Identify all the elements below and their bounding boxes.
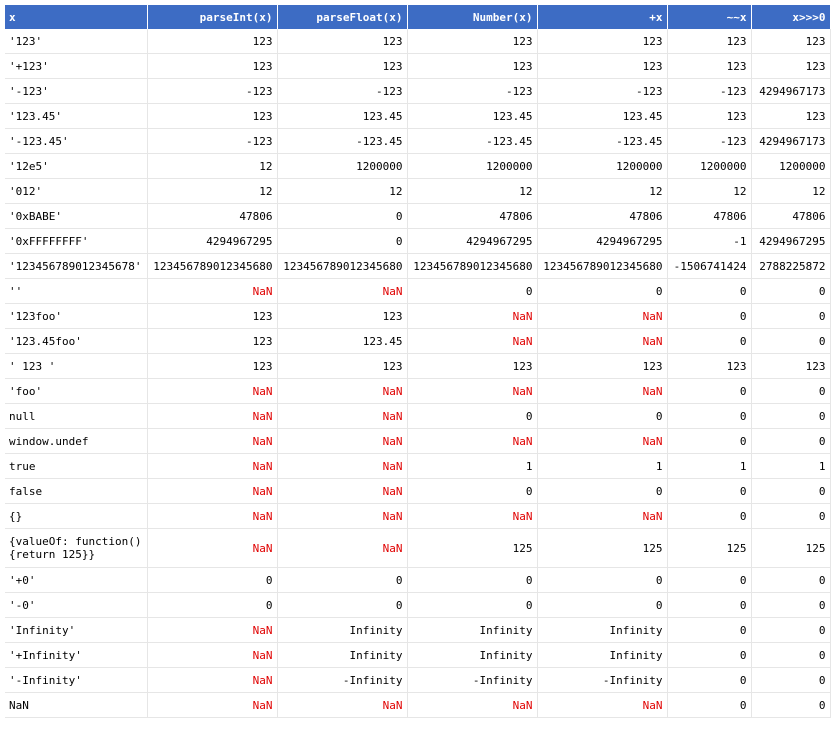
result-cell: 0 — [667, 693, 751, 718]
result-cell: -1506741424 — [667, 254, 751, 279]
result-cell: 0 — [667, 668, 751, 693]
result-cell: 12 — [147, 179, 277, 204]
result-cell: 0 — [751, 279, 830, 304]
result-cell: 123 — [407, 354, 537, 379]
table-row — [5, 154, 830, 179]
result-cell: 0 — [667, 429, 751, 454]
header-parsefloat: parseFloat(x) — [277, 5, 407, 29]
result-cell: NaN — [537, 304, 667, 329]
table-row — [5, 204, 830, 229]
input-cell: '012' — [5, 179, 147, 204]
result-cell: NaN — [277, 279, 407, 304]
result-cell: NaN — [407, 304, 537, 329]
result-cell: -123 — [147, 129, 277, 154]
result-cell: 125 — [751, 529, 830, 568]
input-cell: '12e5' — [5, 154, 147, 179]
result-cell: 123 — [277, 304, 407, 329]
result-cell: NaN — [147, 429, 277, 454]
result-cell: 0 — [277, 593, 407, 618]
table-row — [5, 504, 830, 529]
result-cell: 0 — [407, 404, 537, 429]
header-x: x — [5, 5, 147, 29]
result-cell: 4294967295 — [147, 229, 277, 254]
result-cell: 123 — [147, 54, 277, 79]
table-row — [5, 29, 830, 54]
result-cell: -Infinity — [537, 668, 667, 693]
result-cell: NaN — [537, 693, 667, 718]
result-cell: NaN — [277, 404, 407, 429]
result-cell: 0 — [667, 568, 751, 593]
result-cell: 123456789012345680 — [407, 254, 537, 279]
result-cell: NaN — [147, 454, 277, 479]
result-cell: 47806 — [667, 204, 751, 229]
result-cell: Infinity — [407, 618, 537, 643]
result-cell: 0 — [667, 618, 751, 643]
result-cell: NaN — [147, 618, 277, 643]
input-cell: '-123.45' — [5, 129, 147, 154]
result-cell: 0 — [277, 204, 407, 229]
result-cell: 0 — [667, 329, 751, 354]
table-row — [5, 668, 830, 693]
header-parseint: parseInt(x) — [147, 5, 277, 29]
result-cell: 123 — [277, 354, 407, 379]
result-cell: 1200000 — [751, 154, 830, 179]
result-cell: 0 — [667, 279, 751, 304]
result-cell: 123 — [147, 304, 277, 329]
result-cell: -123 — [147, 79, 277, 104]
result-cell: 12 — [407, 179, 537, 204]
result-cell: NaN — [147, 529, 277, 568]
table-header — [5, 5, 830, 29]
result-cell: 123 — [407, 54, 537, 79]
result-cell: 1 — [407, 454, 537, 479]
result-cell: -Infinity — [407, 668, 537, 693]
header-row — [5, 5, 830, 29]
table-row — [5, 279, 830, 304]
result-cell: 4294967173 — [751, 79, 830, 104]
input-cell: '-0' — [5, 593, 147, 618]
result-cell: Infinity — [407, 643, 537, 668]
result-cell: 0 — [537, 479, 667, 504]
result-cell: 123 — [147, 29, 277, 54]
result-cell: 123 — [751, 54, 830, 79]
result-cell: -123.45 — [407, 129, 537, 154]
result-cell: 1200000 — [407, 154, 537, 179]
table-row — [5, 354, 830, 379]
result-cell: NaN — [277, 529, 407, 568]
header-unary-plus: +x — [537, 5, 667, 29]
result-cell: 1200000 — [537, 154, 667, 179]
result-cell: 123.45 — [277, 104, 407, 129]
result-cell: 0 — [667, 304, 751, 329]
result-cell: 123 — [751, 104, 830, 129]
result-cell: 1 — [537, 454, 667, 479]
result-cell: -Infinity — [277, 668, 407, 693]
input-cell: null — [5, 404, 147, 429]
result-cell: 0 — [667, 404, 751, 429]
result-cell: NaN — [147, 668, 277, 693]
result-cell: NaN — [407, 429, 537, 454]
result-cell: 12 — [667, 179, 751, 204]
result-cell: 0 — [667, 504, 751, 529]
result-cell: 0 — [751, 329, 830, 354]
table-row — [5, 79, 830, 104]
result-cell: 123 — [751, 354, 830, 379]
result-cell: -123 — [667, 79, 751, 104]
result-cell: 123.45 — [407, 104, 537, 129]
table-row — [5, 304, 830, 329]
input-cell: '+123' — [5, 54, 147, 79]
table-body — [5, 29, 830, 718]
input-cell: '+Infinity' — [5, 643, 147, 668]
result-cell: 0 — [667, 479, 751, 504]
result-cell: 1 — [751, 454, 830, 479]
header-unsigned-shift: x>>>0 — [751, 5, 830, 29]
input-cell: false — [5, 479, 147, 504]
result-cell: 47806 — [407, 204, 537, 229]
result-cell: 123456789012345680 — [277, 254, 407, 279]
result-cell: 2788225872 — [751, 254, 830, 279]
result-cell: 0 — [751, 693, 830, 718]
result-cell: 0 — [147, 568, 277, 593]
result-cell: 0 — [751, 429, 830, 454]
result-cell: 4294967295 — [751, 229, 830, 254]
input-cell: true — [5, 454, 147, 479]
result-cell: 123 — [277, 29, 407, 54]
result-cell: 0 — [407, 479, 537, 504]
result-cell: 0 — [751, 379, 830, 404]
result-cell: -1 — [667, 229, 751, 254]
header-number: Number(x) — [407, 5, 537, 29]
result-cell: 0 — [537, 568, 667, 593]
result-cell: 0 — [667, 379, 751, 404]
result-cell: 0 — [277, 229, 407, 254]
input-cell: '123foo' — [5, 304, 147, 329]
result-cell: 125 — [537, 529, 667, 568]
header-double-tilde: ~~x — [667, 5, 751, 29]
result-cell: 12 — [751, 179, 830, 204]
result-cell: 0 — [751, 504, 830, 529]
result-cell: 0 — [751, 593, 830, 618]
result-cell: NaN — [147, 479, 277, 504]
result-cell: 0 — [751, 668, 830, 693]
result-cell: NaN — [147, 379, 277, 404]
table-row — [5, 129, 830, 154]
table-row — [5, 593, 830, 618]
input-cell: '123' — [5, 29, 147, 54]
result-cell: NaN — [147, 504, 277, 529]
input-cell: '+0' — [5, 568, 147, 593]
table-row — [5, 643, 830, 668]
input-cell: window.undef — [5, 429, 147, 454]
result-cell: NaN — [407, 329, 537, 354]
result-cell: 47806 — [537, 204, 667, 229]
result-cell: 123 — [147, 329, 277, 354]
result-cell: 123 — [147, 104, 277, 129]
input-cell: {valueOf: function(){return 125}} — [5, 529, 147, 568]
result-cell: 0 — [667, 643, 751, 668]
table-row — [5, 529, 830, 568]
result-cell: 0 — [751, 404, 830, 429]
result-cell: -123 — [537, 79, 667, 104]
result-cell: 0 — [537, 404, 667, 429]
input-cell: '-Infinity' — [5, 668, 147, 693]
result-cell: 4294967173 — [751, 129, 830, 154]
result-cell: 123456789012345680 — [147, 254, 277, 279]
result-cell: 0 — [277, 568, 407, 593]
result-cell: 4294967295 — [407, 229, 537, 254]
result-cell: 0 — [537, 279, 667, 304]
table-row — [5, 54, 830, 79]
result-cell: NaN — [537, 504, 667, 529]
result-cell: Infinity — [537, 618, 667, 643]
result-cell: Infinity — [537, 643, 667, 668]
result-cell: 0 — [751, 479, 830, 504]
result-cell: NaN — [407, 693, 537, 718]
result-cell: NaN — [147, 693, 277, 718]
result-cell: 0 — [407, 279, 537, 304]
input-cell: 'foo' — [5, 379, 147, 404]
result-cell: 123 — [407, 29, 537, 54]
table-row — [5, 254, 830, 279]
result-cell: NaN — [407, 379, 537, 404]
result-cell: 12 — [147, 154, 277, 179]
result-cell: NaN — [277, 693, 407, 718]
result-cell: 4294967295 — [537, 229, 667, 254]
table-row — [5, 618, 830, 643]
result-cell: -123.45 — [277, 129, 407, 154]
result-cell: Infinity — [277, 643, 407, 668]
result-cell: NaN — [277, 504, 407, 529]
result-cell: 47806 — [147, 204, 277, 229]
table-row — [5, 379, 830, 404]
result-cell: 123 — [537, 354, 667, 379]
result-cell: 125 — [407, 529, 537, 568]
input-cell: '123456789012345678' — [5, 254, 147, 279]
result-cell: 123.45 — [537, 104, 667, 129]
result-cell: 123 — [667, 29, 751, 54]
input-cell: '-123' — [5, 79, 147, 104]
result-cell: NaN — [147, 404, 277, 429]
result-cell: NaN — [277, 429, 407, 454]
table-row — [5, 429, 830, 454]
table-row — [5, 568, 830, 593]
input-cell: ' 123 ' — [5, 354, 147, 379]
result-cell: NaN — [407, 504, 537, 529]
table-row — [5, 179, 830, 204]
result-cell: 123 — [667, 104, 751, 129]
result-cell: 0 — [147, 593, 277, 618]
table-row — [5, 329, 830, 354]
table-row — [5, 404, 830, 429]
result-cell: 123 — [667, 354, 751, 379]
result-cell: -123 — [667, 129, 751, 154]
result-cell: 0 — [751, 618, 830, 643]
result-cell: 12 — [537, 179, 667, 204]
result-cell: 123.45 — [277, 329, 407, 354]
table-row — [5, 693, 830, 718]
table-row — [5, 479, 830, 504]
result-cell: 1 — [667, 454, 751, 479]
table-row — [5, 229, 830, 254]
result-cell: 0 — [407, 568, 537, 593]
result-cell: 0 — [751, 304, 830, 329]
result-cell: -123 — [277, 79, 407, 104]
result-cell: 0 — [751, 643, 830, 668]
result-cell: NaN — [147, 643, 277, 668]
result-cell: 12 — [277, 179, 407, 204]
result-cell: 0 — [667, 593, 751, 618]
result-cell: -123 — [407, 79, 537, 104]
input-cell: '123.45' — [5, 104, 147, 129]
input-cell: '123.45foo' — [5, 329, 147, 354]
result-cell: -123.45 — [537, 129, 667, 154]
result-cell: 123 — [537, 29, 667, 54]
input-cell: NaN — [5, 693, 147, 718]
result-cell: 123 — [537, 54, 667, 79]
result-cell: 123456789012345680 — [537, 254, 667, 279]
result-cell: NaN — [277, 479, 407, 504]
result-cell: Infinity — [277, 618, 407, 643]
result-cell: 47806 — [751, 204, 830, 229]
input-cell: '0xBABE' — [5, 204, 147, 229]
input-cell: '' — [5, 279, 147, 304]
result-cell: NaN — [147, 279, 277, 304]
result-cell: NaN — [277, 379, 407, 404]
result-cell: 123 — [277, 54, 407, 79]
result-cell: 1200000 — [277, 154, 407, 179]
result-cell: NaN — [537, 329, 667, 354]
result-cell: NaN — [537, 379, 667, 404]
result-cell: 0 — [407, 593, 537, 618]
input-cell: 'Infinity' — [5, 618, 147, 643]
result-cell: NaN — [537, 429, 667, 454]
result-cell: 125 — [667, 529, 751, 568]
result-cell: 0 — [751, 568, 830, 593]
table-row — [5, 104, 830, 129]
input-cell: {} — [5, 504, 147, 529]
conversion-table — [5, 5, 831, 718]
table-row — [5, 454, 830, 479]
result-cell: 123 — [147, 354, 277, 379]
input-cell: '0xFFFFFFFF' — [5, 229, 147, 254]
result-cell: 1200000 — [667, 154, 751, 179]
result-cell: NaN — [277, 454, 407, 479]
result-cell: 0 — [537, 593, 667, 618]
result-cell: 123 — [667, 54, 751, 79]
result-cell: 123 — [751, 29, 830, 54]
